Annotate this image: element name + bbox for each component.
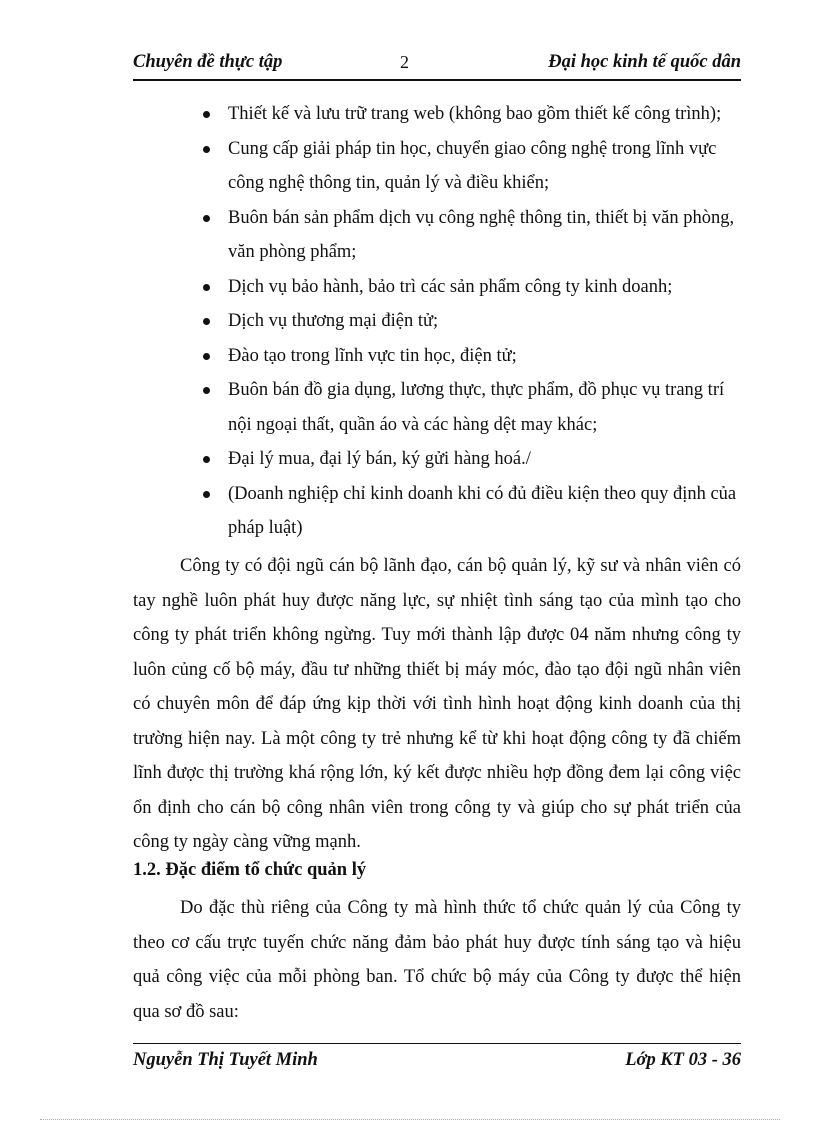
list-item: Buôn bán đồ gia dụng, lương thực, thực phẩm, đồ phục vụ trang trí nội ngoại thất, quần áo và các hàng dệt may khác; — [0, 373, 748, 442]
page-footer — [133, 1050, 741, 1080]
header-rule — [133, 79, 741, 81]
bullet-icon — [203, 387, 210, 394]
list-item: Dịch vụ thương mại điện tử; — [0, 304, 748, 339]
bullet-icon — [203, 318, 210, 325]
bullet-icon — [203, 353, 210, 360]
bullet-icon — [203, 491, 210, 498]
header-university: Đại học kinh tế quốc dân — [548, 52, 741, 72]
bullet-icon — [203, 456, 210, 463]
page-header — [133, 50, 741, 78]
bullet-icon — [203, 284, 210, 291]
list-item: (Doanh nghiệp chỉ kinh doanh khi có đủ điều kiện theo quy định của pháp luật) — [0, 477, 748, 546]
list-item: Đại lý mua, đại lý bán, ký gửi hàng hoá./ — [0, 442, 748, 477]
business-lines-list — [0, 97, 816, 546]
list-item: Dịch vụ bảo hành, bảo trì các sản phẩm công ty kinh doanh; — [0, 270, 748, 305]
footer-author: Nguyễn Thị Tuyết Minh — [133, 1050, 318, 1070]
bullet-icon — [203, 215, 210, 222]
bullet-icon — [203, 111, 210, 118]
footer-class: Lớp KT 03 - 36 — [625, 1050, 741, 1070]
company-overview-paragraph: Công ty có đội ngũ cán bộ lãnh đạo, cán bộ quản lý, kỹ sư và nhân viên có tay nghề luôn phát huy được năng lực, sự nhiệt tình sáng tạo của mình tạo cho công ty phát triển không ngừng. Tuy mới thành lập được 04 năm nhưng công ty luôn củng cố bộ máy, đầu tư những thiết bị máy móc, đào tạo đội ngũ nhân viên có chuyên môn để đáp ứng kịp thời với tình hình hoạt động kinh doanh của thị trường hiện nay. Là một công ty trẻ nhưng kể từ khi hoạt động công ty đã chiếm lĩnh được thị trường khá rộng lớn, ký kết được nhiều hợp đồng đem lại công việc ổn định cho cán bộ công nhân viên trong công ty và giúp cho sự phát triển của công ty ngày càng vững mạnh. — [133, 556, 741, 852]
page-break-divider — [40, 1119, 780, 1120]
header-report-title: Chuyên đề thực tập — [133, 52, 283, 72]
list-item: Buôn bán sản phẩm dịch vụ công nghệ thông tin, thiết bị văn phòng, văn phòng phẩm; — [0, 201, 748, 270]
page-number: 2 — [400, 52, 409, 72]
list-item: Đào tạo trong lĩnh vực tin học, điện tử; — [0, 339, 748, 374]
bullet-icon — [203, 146, 210, 153]
section-heading: 1.2. Đặc điểm tổ chức quản lý — [133, 860, 367, 880]
footer-rule — [133, 1043, 741, 1044]
management-structure-paragraph: Do đặc thù riêng của Công ty mà hình thức tổ chức quản lý của Công ty theo cơ cấu trực tuyến chức năng đảm bảo phát huy được tính sáng tạo và hiệu quả công việc của mỗi phòng ban. Tổ chức bộ máy của Công ty được thể hiện qua sơ đồ sau: — [133, 898, 741, 1022]
list-item: Cung cấp giải pháp tin học, chuyển giao công nghệ trong lĩnh vực công nghệ thông tin, quản lý và điều khiển; — [0, 132, 748, 201]
list-item: Thiết kế và lưu trữ trang web (không bao gồm thiết kế công trình); — [0, 97, 748, 132]
